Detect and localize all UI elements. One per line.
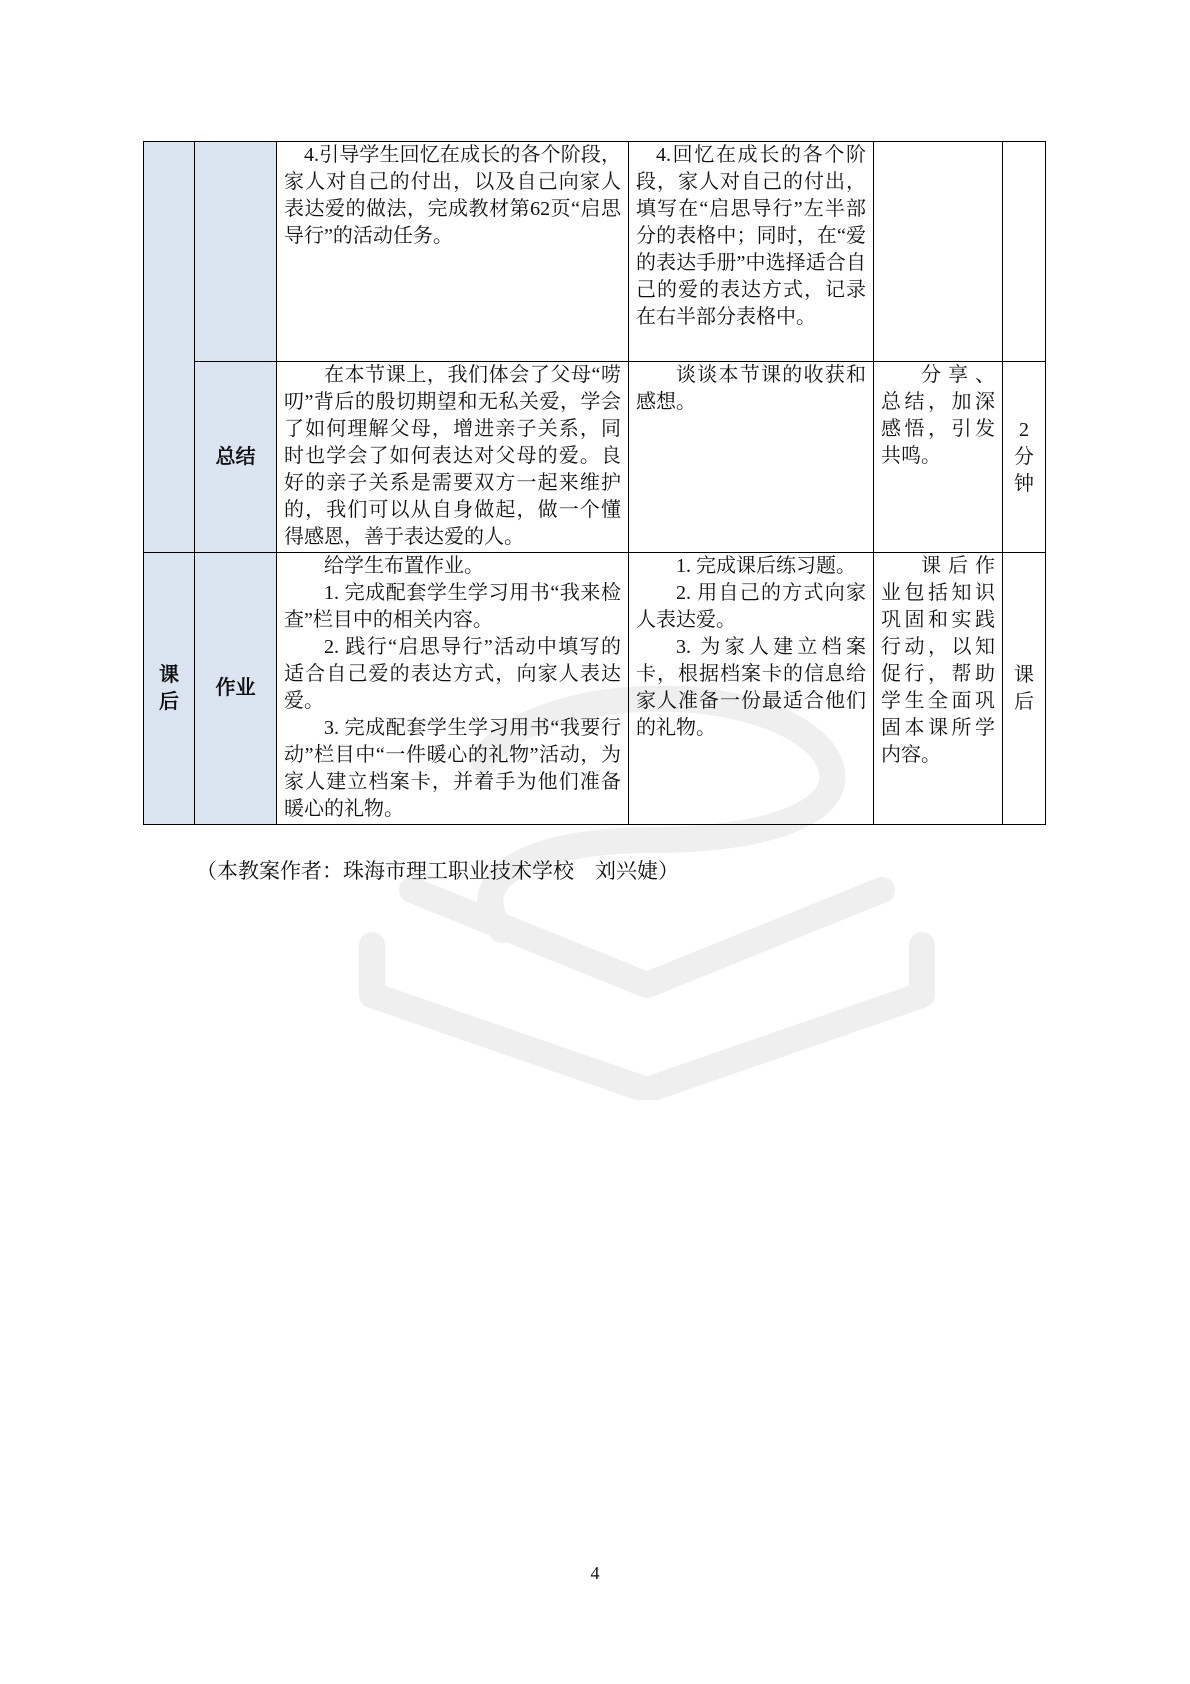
time-cell [1003, 142, 1046, 362]
teacher-activity-cell [277, 142, 629, 362]
lesson-plan-table [143, 141, 1046, 825]
time-cell [1003, 553, 1046, 825]
table-row [144, 553, 1046, 825]
page-number: 4 [590, 1563, 600, 1583]
segment-cell-homework [195, 553, 277, 825]
author-note: （本教案作者：珠海市理工职业技术学校 刘兴婕） [196, 859, 679, 883]
student-activity-text: 1. 完成课后练习题。 [676, 555, 856, 577]
stage-cell-in-class [144, 142, 195, 553]
time-text: 课后 [1014, 663, 1034, 713]
design-intent-text: 课后作业包括知识巩固和实践行动，以知促行，帮助学生全面巩固本课所学内容。 [881, 555, 995, 766]
segment-label: 作业 [215, 677, 256, 699]
stage-cell-after-class [144, 553, 195, 825]
stage-label: 课后 [159, 663, 179, 713]
teacher-activity-text: 4.引导学生回忆在成长的各个阶段，家人对自己的付出，以及自己向家人表达爱的做法，完成教材第62页“启思导行”的活动任务。 [284, 144, 621, 247]
teacher-activity-text: 给学生布置作业。 [324, 555, 484, 577]
table-row [144, 362, 1046, 553]
teacher-activity-text: 1. 完成配套学生学习用书“我来检查”栏目中的相关内容。 [284, 582, 621, 631]
student-activity-text: 3. 为家人建立档案卡，根据档案卡的信息给家人准备一份最适合他们的礼物。 [636, 636, 866, 739]
teacher-activity-text: 2. 践行“启思导行”活动中填写的适合自己爱的表达方式，向家人表达爱。 [284, 636, 621, 712]
student-activity-text: 4.回忆在成长的各个阶段，家人对自己的付出，填写在“启思导行”左半部分的表格中；同时，在“爱的表达手册”中选择适合自己的爱的表达方式，记录在右半部分表格中。 [636, 144, 866, 328]
design-intent-cell [874, 142, 1003, 362]
student-activity-cell [629, 362, 874, 553]
student-activity-cell [629, 553, 874, 825]
table-row [144, 142, 1046, 362]
student-activity-text: 谈谈本节课的收获和感想。 [636, 364, 866, 413]
segment-label: 总结 [215, 445, 256, 468]
design-intent-cell [874, 553, 1003, 825]
teacher-activity-text: 3. 完成配套学生学习用书“我要行动”栏目中“一件暖心的礼物”活动，为家人建立档案卡，并着手为他们准备暖心的礼物。 [284, 717, 621, 820]
design-intent-text: 分享、总结，加深感悟，引发共鸣。 [881, 364, 995, 467]
time-text: 2分钟 [1014, 418, 1034, 495]
segment-cell-summary [195, 362, 277, 553]
student-activity-text: 2. 用自己的方式向家人表达爱。 [636, 582, 866, 631]
student-activity-cell [629, 142, 874, 362]
teacher-activity-text: 在本节课上，我们体会了父母“唠叨”背后的殷切期望和无私关爱，学会了如何理解父母，增进亲子关系，同时也学会了如何表达对父母的爱。良好的亲子关系是需要双方一起来维护的，我们可以从自身做起，做一个懂得感恩，善于表达爱的人。 [284, 364, 621, 548]
segment-cell-blank [195, 142, 277, 362]
teacher-activity-cell [277, 362, 629, 553]
time-cell [1003, 362, 1046, 553]
teacher-activity-cell [277, 553, 629, 825]
design-intent-cell [874, 362, 1003, 553]
